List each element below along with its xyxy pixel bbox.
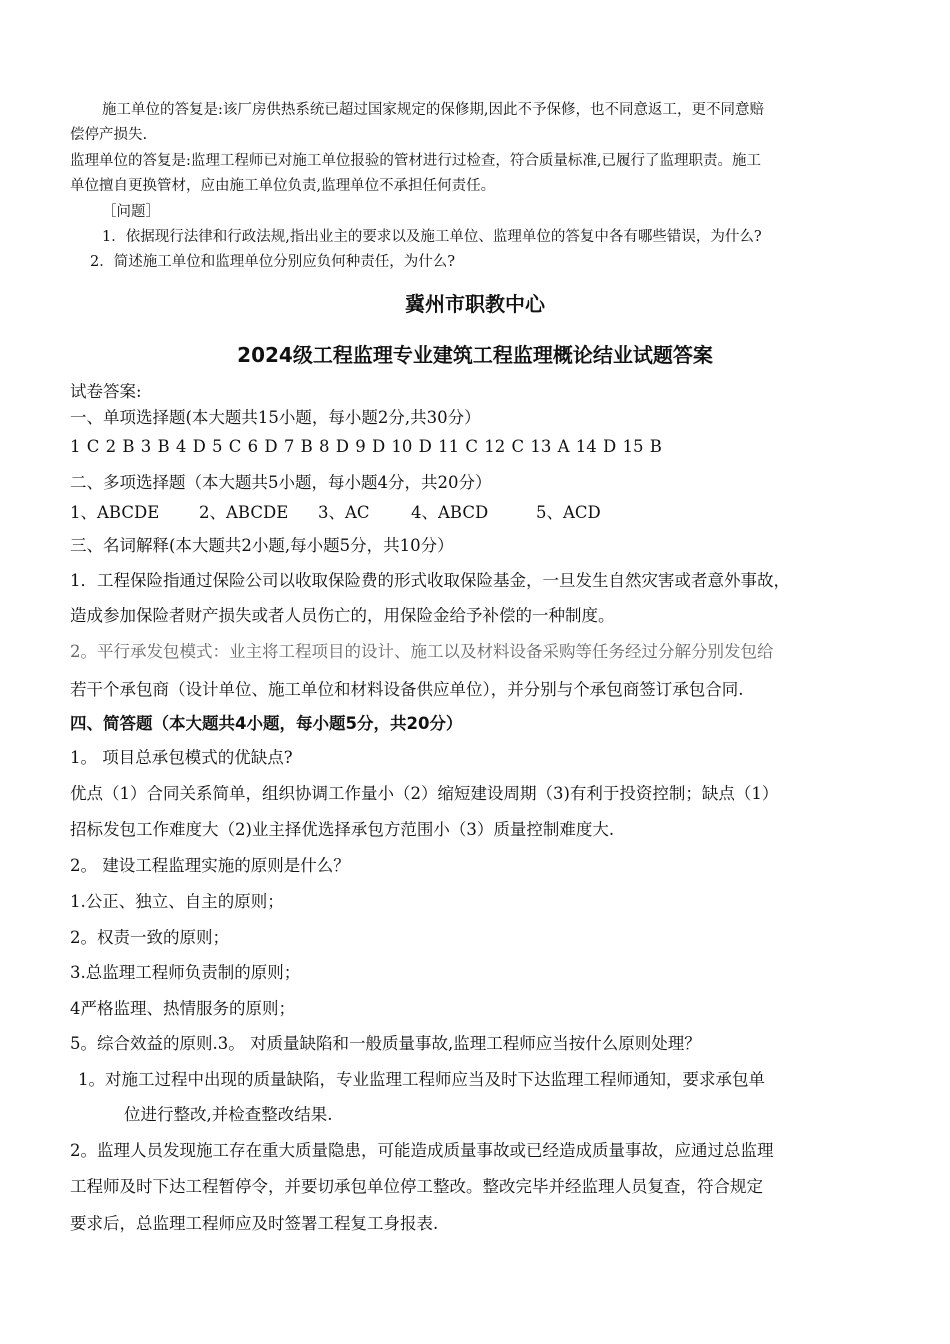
answer-line: 2。监理人员发现施工存在重大质量隐患，可能造成质量事故或已经造成质量事故，应通过总监理 [70,1141,774,1160]
section4-title: 四、简答题（本大题共4小题，每小题5分，共20分） [70,714,463,733]
answer-line: 1.公正、独立、自主的原则； [70,892,284,911]
contractor-reply-line-1: 施工单位的答复是:该厂房供热系统已超过国家规定的保修期,因此不予保修，也不同意返工，更不同意赔 [102,102,764,118]
term2-line-2: 若干个承包商（设计单位、施工单位和材料设备供应单位），并分别与个承包商签订承包合同. [70,680,744,699]
section1-answers: 1 C 2 B 3 B 4 D 5 C 6 D 7 B 8 D 9 D 10 D 11 C 12 C 13 A 14 D 15 B [70,437,662,456]
answers-label: 试卷答案: [70,382,142,401]
answer-line: 工程师及时下达工程暂停令，并要切承包单位停工整改。整改完毕并经监理人员复查，符合规定 [70,1177,763,1196]
question-header: ［问题］ [102,204,160,220]
question-item: 2。 建设工程监理实施的原则是什么？ [70,856,350,875]
answer-line: 招标发包工作难度大（2)业主择优选择承包方范围小（3）质量控制难度大. [70,820,615,839]
contractor-reply-line-2: 偿停产损失. [70,127,148,143]
answer-line: 4严格监理、热情服务的原则； [70,999,295,1018]
answer-line: 要求后，总监理工程师应及时签署工程复工身报表. [70,1214,439,1233]
supervisor-reply-line-2: 单位擅自更换管材，应由施工单位负责,监理单位不承担任何责任。 [70,178,496,194]
question-item: 1。 项目总承包模式的优缺点? [70,748,293,767]
section1-title: 一、单项选择题(本大题共15小题，每小题2分,共30分） [70,408,481,427]
answer-line: 5。综合效益的原则.3。 对质量缺陷和一般质量事故,监理工程师应当按什么原则处理？ [70,1034,701,1053]
term1-line-1: 1．工程保险指通过保险公司以收取保险费的形式收取保险基金，一旦发生自然灾害或者意外事故， [70,571,790,590]
section2-answer: 1、ABCDE [70,503,160,522]
answer-line: 3.总监理工程师负责制的原则； [70,963,301,982]
exam-title: 2024级工程监理专业建筑工程监理概论结业试题答案 [237,343,713,367]
question-2: 2．简述施工单位和监理单位分别应负何种责任，为什么? [90,254,455,270]
section2-answer: 4、ABCD [411,503,489,522]
section2-answer: 5、ACD [536,503,601,522]
section3-title: 三、名词解释(本大题共2小题,每小题5分，共10分） [70,536,454,555]
term2-line-1: 2。平行承发包模式：业主将工程项目的设计、施工以及材料设备采购等任务经过分解分别发包给 [70,642,774,661]
answer-line: 1。对施工过程中出现的质量缺陷，专业监理工程师应当及时下达监理工程师通知，要求承包单 [78,1070,765,1089]
question-1: 1．依据现行法律和行政法规,指出业主的要求以及施工单位、监理单位的答复中各有哪些错误，为什么? [102,229,762,245]
answer-line: 2。权责一致的原则； [70,928,229,947]
term1-line-2: 造成参加保险者财产损失或者人员伤亡的，用保险金给予补偿的一种制度。 [70,606,615,625]
supervisor-reply-line-1: 监理单位的答复是:监理工程师已对施工单位报验的管材进行过检查，符合质量标准,已履行了监理职责。施工 [70,153,761,169]
school-name: 冀州市职教中心 [405,292,545,316]
section2-title: 二、多项选择题（本大题共5小题，每小题4分，共20分） [70,473,492,492]
section2-answer: 2、ABCDE [199,503,289,522]
answer-line: 优点（1）合同关系简单，组织协调工作量小（2）缩短建设周期（3)有利于投资控制；缺点（1） [70,784,779,803]
answer-line: 位进行整改,并检查整改结果. [124,1105,333,1124]
section2-answer: 3、AC [318,503,370,522]
